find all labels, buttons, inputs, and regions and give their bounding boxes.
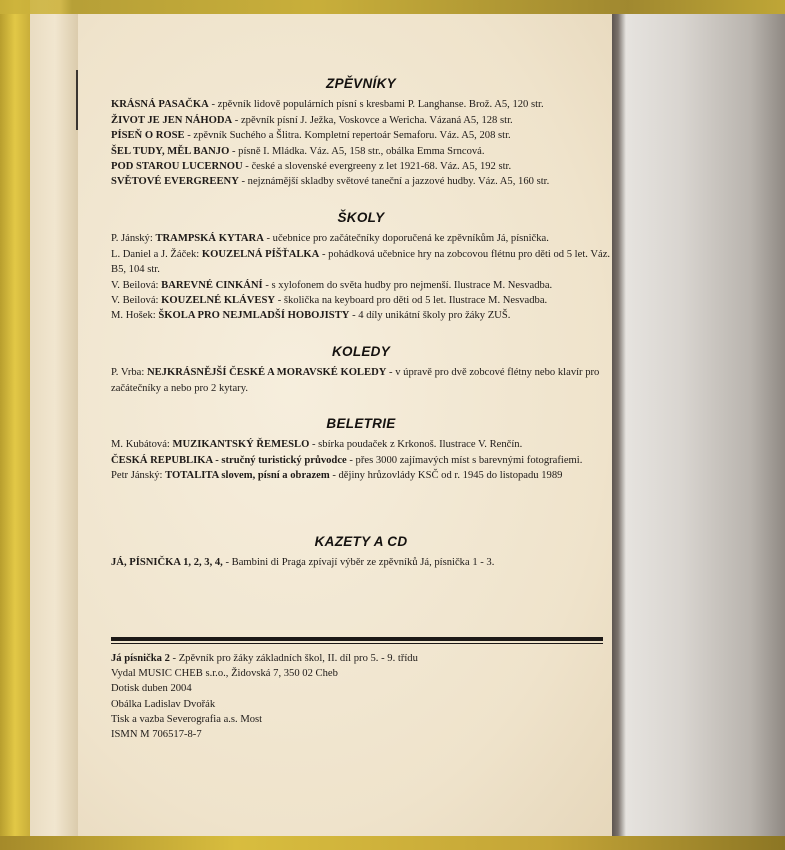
entry-title: ŠKOLA PRO NEJMLADŠÍ HOBOJISTY: [158, 310, 350, 322]
colophon-publisher: Vydal MUSIC CHEB s.r.o., Židovská 7, 350 02 Cheb: [111, 668, 338, 680]
entry-author: V. Beilová:: [111, 295, 162, 307]
section-koledy: [111, 344, 611, 396]
section-title: ŠKOLY: [337, 210, 385, 225]
colophon-cover: Obálka Ladislav Dvořák: [111, 698, 216, 710]
entry: [111, 144, 611, 159]
section-title: KOLEDY: [331, 344, 391, 359]
yellow-cover-left: [0, 0, 30, 850]
entry-author: Petr Jánský:: [111, 470, 166, 482]
section-zpevniky: [111, 76, 611, 190]
entry-title: BAREVNÉ CINKÁNÍ: [161, 279, 263, 291]
colophon-reprint: Dotisk duben 2004: [111, 683, 192, 695]
colophon-ismn: ISMN M 706517-8-7: [111, 729, 202, 741]
entry-text: - dějiny hrůzovlády KSČ od r. 1945 do listopadu 1989: [329, 470, 563, 482]
entry-text: - školička na keyboard pro děti od 5 let. Ilustrace M. Nesvadba.: [275, 295, 548, 307]
entry-text: - zpěvník lidově populárních písní s kresbami P. Langhanse. Brož. A5, 120 str.: [208, 99, 544, 111]
entry: [111, 174, 611, 189]
entry: [111, 97, 611, 112]
entry: [111, 555, 611, 570]
facing-page-gutter: [612, 14, 785, 836]
section-kazety: [111, 534, 611, 571]
entry-text: - nejznámější skladby světové taneční a jazzové hudby. Váz. A5, 160 str.: [238, 176, 550, 188]
entry-title: TOTALITA slovem, písní a obrazem: [165, 470, 330, 482]
divider-thin: [111, 643, 603, 644]
yellow-cover-top: [0, 0, 785, 14]
section-title: BELETRIE: [326, 416, 396, 431]
divider-thick: [111, 637, 603, 641]
entry-text: - písně I. Mládka. Váz. A5, 158 str., obálka Emma Srncová.: [229, 145, 485, 157]
entry-text: - zpěvník Suchého a Šlitra. Kompletní repertoár Semaforu. Váz. A5, 208 str.: [184, 130, 511, 142]
entry-text: - Bambini di Praga zpívají výběr ze zpěvníků Já, písnička 1 - 3.: [222, 557, 495, 569]
entry-title: SVĚTOVÉ EVERGREENY: [111, 176, 239, 188]
entry-text: - přes 3000 zajímavých míst s barevnými fotografiemi.: [346, 454, 583, 466]
colophon-subtitle: - Zpěvník pro žáky základních škol, II. díl pro 5. - 9. třídu: [169, 653, 418, 664]
colophon: [111, 651, 601, 742]
entry-title: KOUZELNÁ PÍŠŤALKA: [201, 248, 320, 260]
section-skoly: [111, 210, 611, 324]
entry-author: P. Vrba:: [111, 367, 147, 379]
entry: [111, 468, 611, 483]
section-title: ZPĚVNÍKY: [326, 76, 396, 91]
entry: [111, 293, 611, 308]
page-edge-strip: [30, 14, 80, 836]
entry-title: PÍSEŇ O ROSE: [111, 130, 185, 142]
entry: [111, 278, 611, 293]
entry: [111, 113, 611, 128]
entry-text: - v úpravě pro dvě zobcové flétny nebo klavír pro začátečníky a nebo pro 2 kytary.: [111, 367, 600, 394]
entry-title: ŽIVOT JE JEN NÁHODA: [111, 114, 233, 126]
entry: [111, 231, 611, 246]
entry-title: JÁ, PÍSNIČKA 1, 2, 3, 4,: [111, 557, 223, 569]
section-beletrie: [111, 416, 611, 484]
entry-text: - pohádková učebnice hry na zobcovou flétnu pro děti od 5 let. Váz. B5, 104 str.: [111, 248, 611, 276]
entry-text: - 4 díly unikátní školy pro žáky ZUŠ.: [349, 310, 511, 322]
entry-text: - s xylofonem do světa hudby pro nejmenší. Ilustrace M. Nesvadba.: [262, 279, 553, 291]
entry-text: - sbírka poudaček z Krkonoš. Ilustrace V. Renčín.: [309, 439, 523, 451]
entry-title: NEJKRÁSNĚJŠÍ ČESKÉ A MORAVSKÉ KOLEDY: [146, 367, 387, 379]
entry-author: P. Jánský:: [111, 233, 156, 245]
entry-title: TRAMPSKÁ KYTARA: [155, 233, 264, 245]
entry: [111, 159, 611, 174]
entry-title: MUZIKANTSKÝ ŘEMESLO: [172, 439, 310, 451]
entry-author: L. Daniel a J. Žáček:: [111, 248, 202, 260]
entry: [111, 247, 611, 278]
entry: [111, 308, 611, 323]
entry-text: - české a slovenské evergreeny z let 1921-68. Váz. A5, 192 str.: [242, 161, 512, 173]
entry-title: ČESKÁ REPUBLIKA - stručný turistický průvodce: [111, 454, 347, 466]
entry-title: KRÁSNÁ PASAČKA: [111, 99, 209, 111]
margin-mark: [76, 70, 78, 130]
entry-author: M. Hošek:: [111, 310, 159, 322]
colophon-printer: Tisk a vazba Severografia a.s. Most: [111, 713, 263, 725]
colophon-line: [111, 651, 601, 666]
yellow-cover-bottom: [0, 836, 785, 850]
entry: [111, 365, 611, 396]
entry-author: V. Beilová:: [111, 279, 162, 291]
entry-title: POD STAROU LUCERNOU: [111, 161, 243, 173]
entry-title: KOUZELNÉ KLÁVESY: [161, 295, 276, 307]
entry-author: M. Kubátová:: [111, 439, 173, 451]
section-title: KAZETY A CD: [314, 534, 408, 549]
entry-title: ŠEL TUDY, MĚL BANJO: [111, 145, 230, 157]
entry-text: - učebnice pro začátečníky doporučená ke zpěvníkům Já, písnička.: [263, 233, 549, 245]
entry-text: - zpěvník písní J. Ježka, Voskovce a Wericha. Vázaná A5, 128 str.: [232, 114, 513, 126]
entry: [111, 453, 611, 468]
colophon-title: Já písnička 2: [111, 653, 170, 664]
entry: [111, 437, 611, 452]
entry: [111, 128, 611, 143]
